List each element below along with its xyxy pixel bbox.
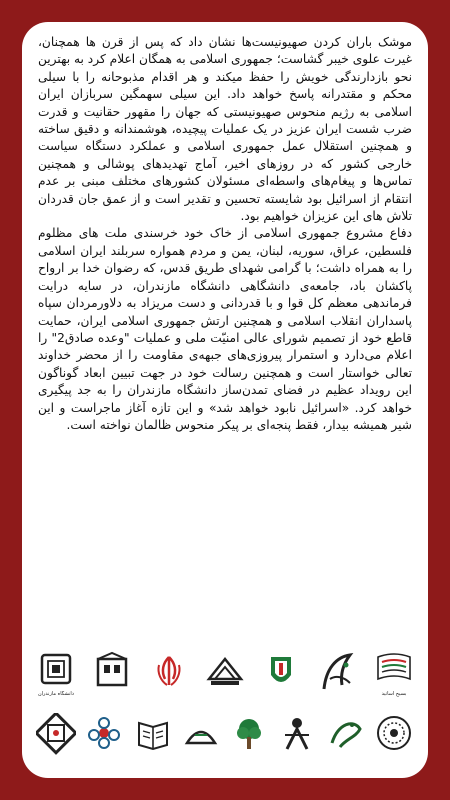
- book-emblem-logo: [131, 708, 175, 762]
- flower-emblem-logo: [82, 708, 126, 762]
- basij-asatid-logo: [372, 646, 416, 700]
- shield-emblem-logo: [259, 646, 303, 700]
- sun-emblem-logo: [179, 708, 223, 762]
- circular-seal-logo: [372, 708, 416, 762]
- dome-emblem-logo: [203, 646, 247, 700]
- building-emblem-logo: [90, 646, 134, 700]
- statement-text: [38, 34, 412, 434]
- logo-caption: بسیج اساتید: [381, 691, 407, 697]
- figure-emblem-logo: [275, 708, 319, 762]
- paragraph-1: موشک باران کردن صهیونیست‌ها نشان داد که پس از قرن ها همچنان، غیرت علوی خیبر گشاست؛ جمهوری اسلامی به همگان اعلام کرد به بهترین نحو بازدارندگی خویش را حفظ میکند و هر اقدام مذبوحانه را با سیلی محکم و مقتدرانه پاسخ خواهد داد. این سیلی سهمگین سربازان ایران اسلامی به رژیم منحوس صهیونیستی که جهان را مقهور حقانیت و قدرت ضرب شست ایران عزیز در یک عملیات پیچیده، هوشمندانه و دقیق ساخته و همچنین استقلال عمل جمهوری اسلامی و عملکرد دستگاه سیاست خارجی کشور که در روزهای اخیر، آماج تهدیدهای پوشالی و همچنین تماس‌ها و پیغام‌های واسطه‌ای مسئولان کشورهای مختلف مبنی بر عدم انتقام از اسرائیل بود شایسته تحسین و تقدیر است و از عمق جان قدردان تلاش های این عزیزان خواهیم بود.: [38, 35, 412, 224]
- logo-row-1: [34, 644, 416, 702]
- tree-emblem-logo: [227, 708, 271, 762]
- calligraphy-emblem-logo: [316, 646, 360, 700]
- square-frame-logo: [34, 708, 78, 762]
- logo-caption: دانشگاه مازندران: [37, 691, 75, 697]
- university-mazandaran-logo: [34, 646, 78, 700]
- calligraphy-round-logo: [324, 708, 368, 762]
- paragraph-2: دفاع مشروع جمهوری اسلامی از خاک خود خرسندی ملت های مظلوم فلسطین، عراق، سوریه، لبنان، یمن و مردم همواره سربلند ایران اسلامی را به همراه داشت؛ با گرامی شهدای طریق قدس، که رضوان خدا بر ارواح پاکشان باد، جامعه‌ی دانشگاهی دانشگاه مازندران، در سایه درایت فرماندهی معظم کل قوا و با قدردانی و دست مریزاد به دلاورمردان سپاه پاسداران انقلاب اسلامی و همچنین ارتش جمهوری اسلامی ایران، حمایت قاطع خود از تصمیم شورای عالی امنیّت ملی و عملیات "وعده صادق2" را اعلام می‌دارد و استمرار پیروزی‌های جبهه‌ی مقاومت را از محضر خداوند تعالی خواستار است و همچنین رسالت خود در جهت تبیین ابعاد گوناگون این رویداد عظیم در فضای تمدن‌ساز دانشگاه مازندران را به جد پیگیری خواهد کرد. «اسرائیل نابود خواهد شد» و این تازه آغاز ماجراست و این شیر همیشه بیدار، فقط پنجه‌ای بر پیکر منحوس ظالمان نواخته است.: [38, 226, 412, 432]
- iran-emblem-logo: [147, 646, 191, 700]
- statement-card: [22, 22, 428, 778]
- logo-grid: [34, 644, 416, 772]
- logo-row-2: [34, 706, 416, 764]
